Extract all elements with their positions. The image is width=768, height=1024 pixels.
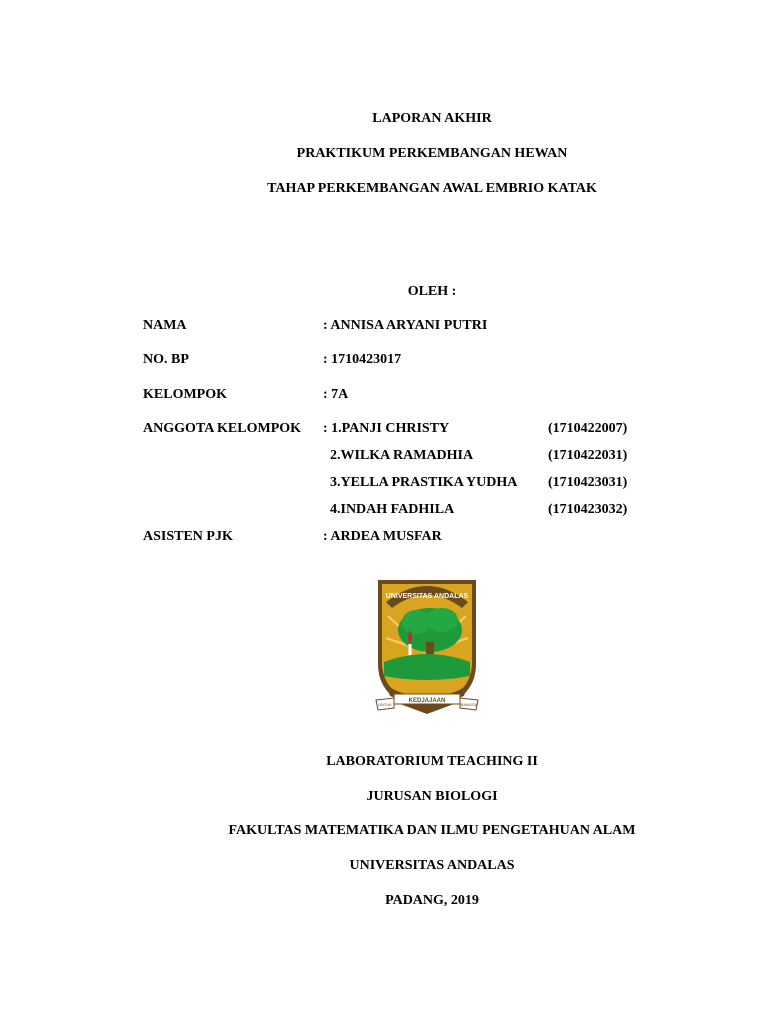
asisten-label: ASISTEN PJK [143,529,233,544]
course-title: PRAKTIKUM PERKEMBANGAN HEWAN [296,146,568,161]
nama-label: NAMA [143,318,187,333]
svg-text:BANGSA: BANGSA [460,702,478,707]
department-name: JURUSAN BIOLOGI [366,789,498,804]
university-name: UNIVERSITAS ANDALAS [349,858,515,873]
report-title: TAHAP PERKEMBANGAN AWAL EMBRIO KATAK [267,181,597,196]
member-nim-1: (1710422007) [548,421,628,436]
place-year: PADANG, 2019 [385,893,479,908]
svg-text:UNIVERSITAS ANDALAS: UNIVERSITAS ANDALAS [385,593,469,600]
anggota-label: ANGGOTA KELOMPOK [143,421,302,436]
report-type: LAPORAN AKHIR [372,111,492,126]
bp-label: NO. BP [143,352,189,367]
svg-text:UNTUK: UNTUK [378,702,392,707]
member-name-3: 3.YELLA PRASTIKA YUDHA [330,475,518,490]
member-nim-2: (1710422031) [548,448,628,463]
member-name-4: 4.INDAH FADHILA [330,502,455,517]
author-heading: OLEH : [407,284,457,299]
member-nim-3: (1710423031) [548,475,628,490]
faculty-name: FAKULTAS MATEMATIKA DAN ILMU PENGETAHUAN ALAM [228,823,636,838]
kelompok-label: KELOMPOK [143,387,227,402]
bp-value: : 1710423017 [323,352,402,367]
lab-name: LABORATORIUM TEACHING II [326,754,538,769]
asisten-value: : ARDEA MUSFAR [323,529,442,544]
member-name-1: : 1.PANJI CHRISTY [323,421,450,436]
svg-text:KEDJAJAAN: KEDJAJAAN [408,698,446,704]
university-emblem-icon [372,572,482,720]
member-nim-4: (1710423032) [548,502,628,517]
kelompok-value: : 7A [323,387,349,402]
member-name-2: 2.WILKA RAMADHIA [330,448,474,463]
nama-value: : ANNISA ARYANI PUTRI [323,318,488,333]
